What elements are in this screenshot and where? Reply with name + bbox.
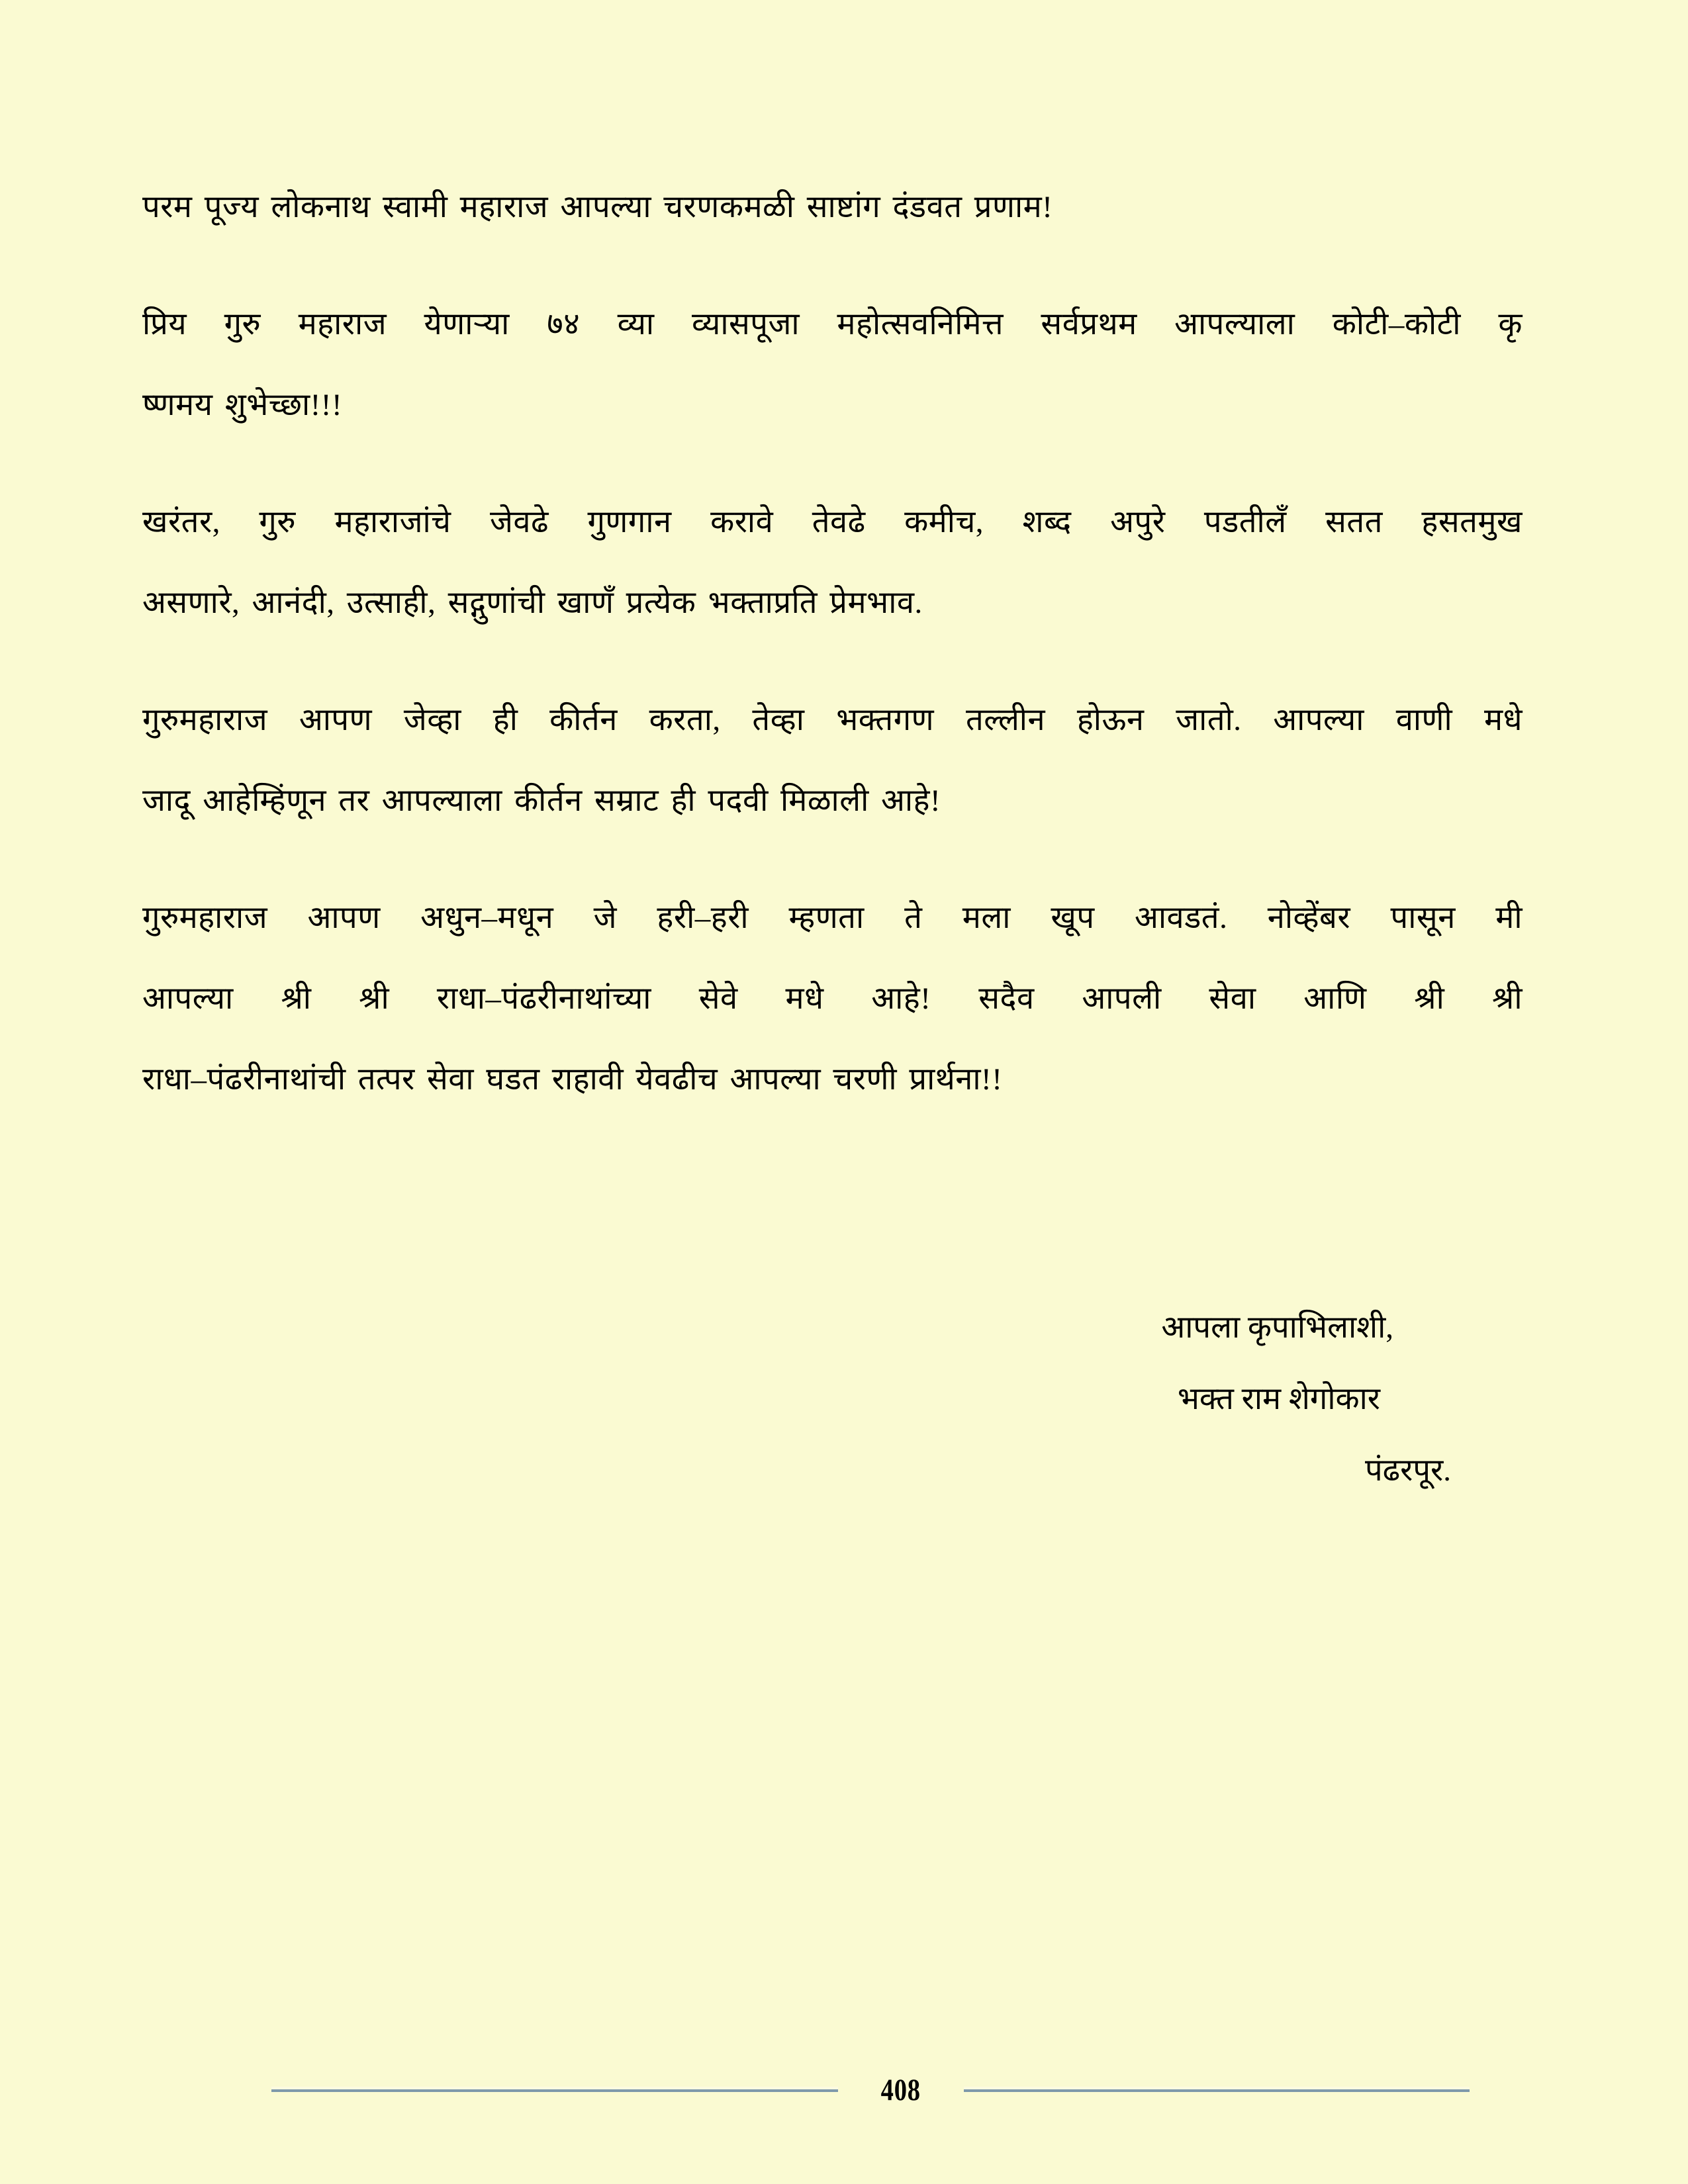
- paragraph: [142, 680, 1523, 841]
- paragraph: [142, 284, 1523, 445]
- footer-rule-left: [271, 2089, 838, 2092]
- text-line: प्रिय गुरु महाराज येणाऱ्या ७४ व्या व्यासपूजा महोत्सवनिमित्त सर्वप्रथम आपल्याला कोटी–कोटी कृ: [142, 307, 1523, 341]
- text-line: आपल्या श्री श्री राधा–पंढरीनाथांच्या सेवे मधे आहे! सदैव आपली सेवा आणि श्री श्री: [142, 981, 1523, 1016]
- page-number: 408: [880, 2073, 921, 2107]
- text-line: राधा–पंढरीनाथांची तत्पर सेवा घडत राहावी येवढीच आपल्या चरणी प्रार्थना!!: [142, 1062, 1003, 1097]
- text-line: ष्णमय शुभेच्छा!!!: [142, 388, 343, 422]
- text-line: खरंतर, गुरु महाराजांचे जेवढे गुणगान करावे तेवढे कमीच, शब्द अपुरे पडतीलँ सतत हसतमुख: [142, 505, 1523, 539]
- paragraph: [142, 482, 1523, 643]
- signature-line: आपला कृपाभिलाशी,: [1161, 1310, 1393, 1345]
- footer-rule-right: [964, 2089, 1470, 2092]
- letter-body: [142, 167, 1523, 1156]
- signature-line: भक्त राम शेगोकार: [1177, 1382, 1380, 1416]
- paragraph: [142, 878, 1523, 1120]
- text-line: असणारे, आनंदी, उत्साही, सद्गुणांची खाणँ प्रत्येक भक्ताप्रति प्रेमभाव.: [142, 586, 923, 620]
- text-line: गुरुमहाराज आपण जेव्हा ही कीर्तन करता, तेव्हा भक्तगण तल्लीन होऊन जातो. आपल्या वाणी मधे: [142, 703, 1523, 737]
- signature-block: [927, 1292, 1523, 1506]
- text-line: गुरुमहाराज आपण अधुन–मधून जे हरी–हरी म्हणता ते मला खूप आवडतं. नोव्हेंबर पासून मी: [142, 901, 1523, 935]
- text-line: जादू आहेम्हिंणून तर आपल्याला कीर्तन सम्राट ही पदवी मिळाली आहे!: [142, 784, 941, 818]
- page-footer: [271, 2075, 1470, 2106]
- paragraph: [142, 167, 1523, 248]
- signature-line: पंढरपूर.: [1364, 1453, 1451, 1488]
- text-line: परम पूज्य लोकनाथ स्वामी महाराज आपल्या चरणकमळी साष्टांग दंडवत प्रणाम!: [142, 190, 1053, 224]
